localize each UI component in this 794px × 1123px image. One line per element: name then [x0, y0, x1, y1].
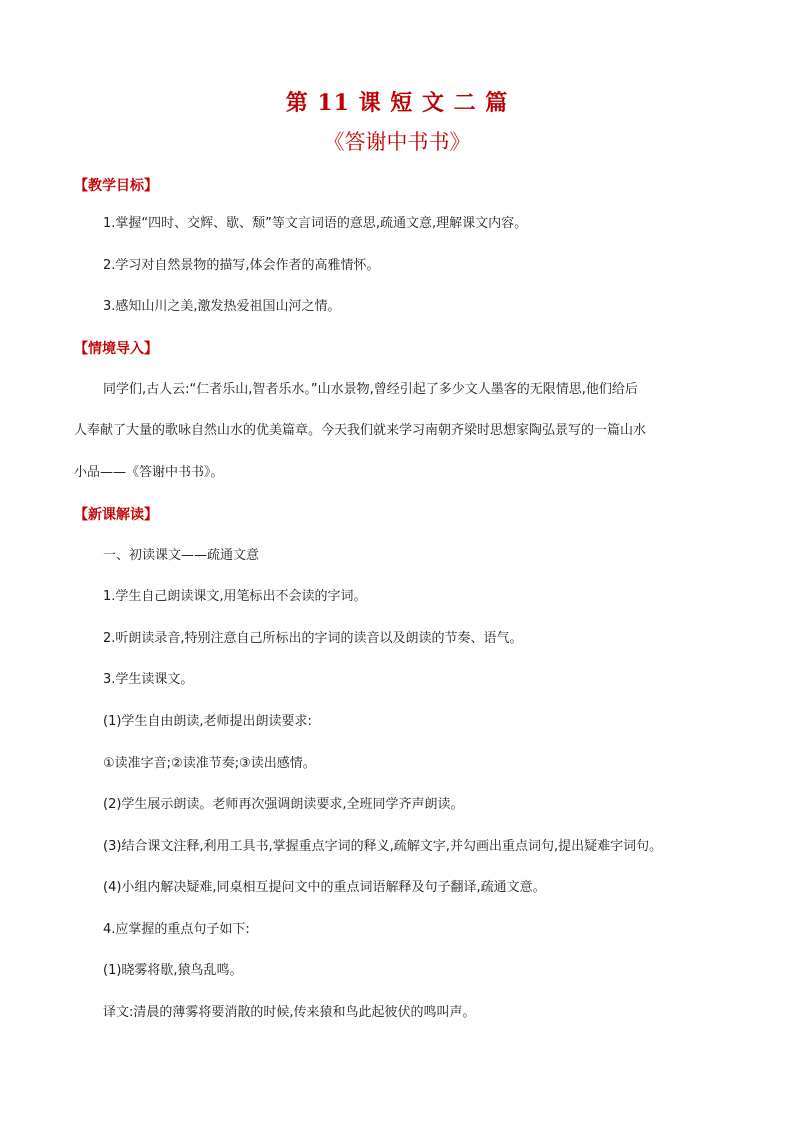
intro-line: 同学们,古人云:“仁者乐山,智者乐水。”山水景物,曾经引起了多少文人墨客的无限情思,他们给后 — [103, 382, 638, 397]
lesson-line: 2.听朗读录音,特别注意自己所标出的字词的读音以及朗读的节奏、语气。 — [103, 631, 523, 646]
lesson-title: 第 11 课 短 文 二 篇 — [285, 90, 509, 116]
lesson-line: (1)学生自由朗读,老师提出朗读要求: — [103, 714, 312, 729]
lesson-line: ①读准字音;②读准节奏;③读出感情。 — [103, 756, 316, 771]
section-heading-intro: 【情境导入】 — [74, 341, 158, 357]
lesson-line: 译文:清晨的薄雾将要消散的时候,传来猿和鸟此起彼伏的鸣叫声。 — [103, 1005, 476, 1020]
section-heading-goals: 【教学目标】 — [74, 178, 158, 194]
goal-item: 3.感知山川之美,激发热爱祖国山河之情。 — [103, 299, 341, 314]
goal-item: 2.学习对自然景物的描写,体会作者的高雅情怀。 — [103, 258, 380, 273]
lesson-subtitle: 《答谢中书书》 — [323, 130, 471, 154]
goal-item: 1.掌握“四时、交辉、歇、颓”等文言词语的意思,疏通文意,理解课文内容。 — [103, 216, 528, 231]
lesson-line: (2)学生展示朗读。老师再次强调朗读要求,全班同学齐声朗读。 — [103, 797, 464, 812]
lesson-line: (3)结合课文注释,利用工具书,掌握重点字词的释义,疏解文字,并勾画出重点词句,提出疑难字词句。 — [103, 839, 663, 854]
lesson-line: 一、初读课文——疏通文意 — [103, 548, 260, 563]
lesson-line: (4)小组内解决疑难,同桌相互提问文中的重点词语解释及句子翻译,疏通文意。 — [103, 880, 546, 895]
section-heading-new-lesson: 【新课解读】 — [74, 507, 158, 523]
lesson-line: 1.学生自己朗读课文,用笔标出不会读的字词。 — [103, 589, 367, 604]
intro-line: 人奉献了大量的歌咏自然山水的优美篇章。今天我们就来学习南朝齐梁时思想家陶弘景写的一篇山水 — [74, 423, 647, 438]
intro-line: 小品——《答谢中书书》。 — [74, 465, 224, 480]
lesson-line: 3.学生读课文。 — [103, 672, 194, 687]
lesson-line: (1)晓雾将歇,猿鸟乱鸣。 — [103, 963, 243, 978]
lesson-line: 4.应掌握的重点句子如下: — [103, 922, 250, 937]
